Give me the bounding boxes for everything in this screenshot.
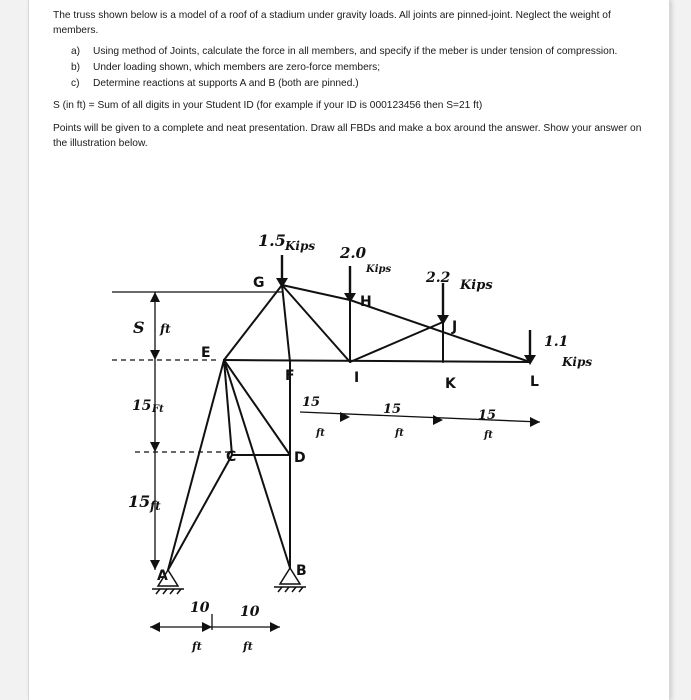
node-b: B: [296, 563, 307, 579]
dim-h10a-value: 10: [190, 600, 210, 616]
dim-h15b-unit: ft: [395, 428, 404, 439]
part-label: c): [71, 78, 80, 89]
node-k: K: [445, 376, 456, 392]
load-j-unit: Kips: [460, 278, 493, 293]
dim-v15b-value: 15: [128, 492, 151, 511]
load-l-unit: Kips: [562, 355, 593, 369]
part-label: a): [71, 46, 81, 57]
member-eg: [224, 285, 282, 360]
node-e: E: [201, 345, 211, 361]
truss-members: [168, 285, 530, 570]
node-l: L: [530, 374, 539, 390]
dim-h15a-value: 15: [302, 395, 321, 410]
member-ca: [168, 455, 232, 570]
problem-intro: The truss shown below is a model of a roof of a stadium under gravity loads. All joints are pinned-joint. Neglect the weight of members.: [53, 10, 611, 36]
supports: [152, 568, 306, 594]
horizontal-dim-line: [300, 412, 540, 422]
node-j: J: [452, 319, 458, 335]
load-h-value: 2.0: [340, 244, 367, 262]
member-gi: [282, 285, 350, 362]
dim-s-value: S: [133, 318, 145, 337]
member-bottom-chord: [224, 360, 530, 362]
points-note: Points will be given to a complete and neat presentation. Draw all FBDs and make a box around the answer. Show your answer on the illustration below.: [53, 123, 642, 149]
load-h-unit: Kips: [366, 264, 392, 275]
member-top-chord: [350, 300, 530, 362]
node-h: H: [360, 294, 372, 310]
part-label: b): [71, 62, 81, 73]
dim-h15a-unit: ft: [316, 428, 325, 439]
dim-h10b-value: 10: [240, 604, 260, 620]
node-labels: [157, 275, 539, 584]
load-arrows: [276, 255, 536, 365]
node-d: D: [294, 450, 306, 466]
part-text: Determine reactions at supports A and B (both are pinned.): [93, 78, 359, 89]
dim-h15c-value: 15: [478, 408, 497, 423]
member-ed: [224, 360, 290, 455]
node-c: C: [226, 449, 237, 465]
node-f: F: [285, 368, 295, 384]
dim-h15c-unit: ft: [484, 430, 493, 441]
part-text: Using method of Joints, calculate the force in all members, and specify if the meber is under tension of compression.: [93, 46, 618, 57]
dim-v15a-unit: Ft: [152, 404, 164, 415]
member-gf: [282, 285, 290, 362]
dim-h15b-value: 15: [383, 402, 402, 417]
dim-v15b-unit: ft: [150, 499, 161, 513]
dim-arrowheads: [150, 292, 540, 632]
load-g-value: 1.5: [258, 231, 286, 250]
dim-v15a-value: 15: [132, 398, 152, 414]
node-g: G: [253, 275, 265, 291]
dim-s-unit: ft: [160, 322, 171, 336]
node-a: A: [157, 568, 168, 584]
member-ae: [168, 360, 224, 570]
part-text: Under loading shown, which members are zero-force members;: [93, 62, 381, 73]
dim-h10a-unit: ft: [192, 640, 202, 653]
load-l-value: 1.1: [544, 334, 569, 350]
s-definition: S (in ft) = Sum of all digits in your Student ID (for example if your ID is 000123456 then S=21 ft): [53, 100, 483, 111]
load-g-unit: Kips: [285, 239, 316, 253]
node-i: I: [354, 370, 360, 386]
dim-h10b-unit: ft: [243, 640, 253, 653]
load-j-value: 2.2: [426, 270, 451, 286]
